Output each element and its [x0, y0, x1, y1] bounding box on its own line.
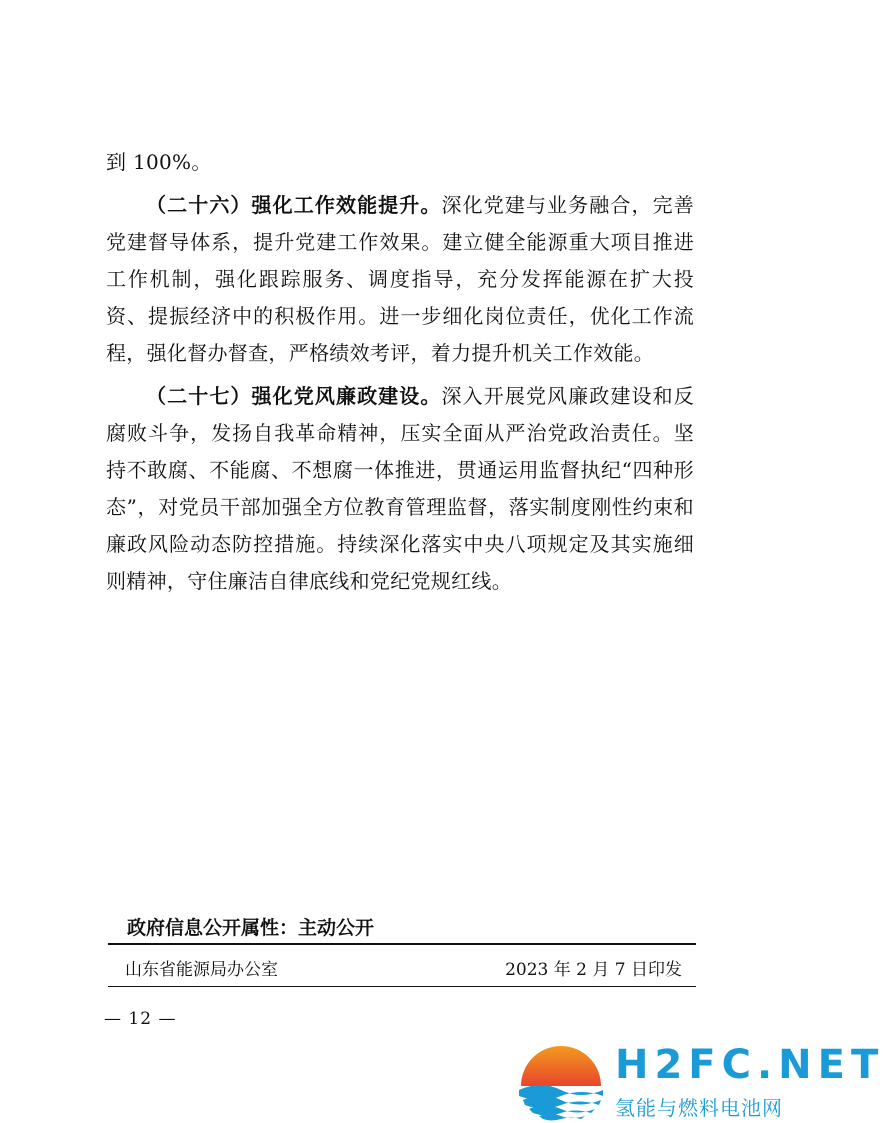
footer-rule-bottom — [108, 986, 696, 987]
section-26-body: 深化党建与业务融合，完善党建督导体系，提升党建工作效果。建立健全能源重大项目推进工作机制，强化跟踪服务、调度指导，充分发挥能源在扩大投资、提振经济中的积极作用。进一步细化岗位责任，优化工作流程，强化督办督查，严格绩效考评，着力提升机关工作效能。 — [106, 193, 694, 365]
issuer-row — [125, 955, 682, 980]
site-watermark — [515, 1040, 884, 1123]
page-number: — 12 — — [104, 1009, 177, 1029]
issuer-name: 山东省能源局办公室 — [125, 960, 278, 980]
section-26-heading: （二十六）强化工作效能提升。 — [146, 193, 442, 217]
watermark-brand: H2FC.NET — [615, 1042, 884, 1088]
continuation-paragraph: 到 100%。 — [106, 150, 212, 174]
issue-date: 2023 年 2 月 7 日印发 — [505, 960, 682, 980]
section-27-body: 深入开展党风廉政建设和反腐败斗争，发扬自我革命精神，压实全面从严治党政治责任。坚持不敢腐、不能腐、不想腐一体推进，贯通运用监督执纪“四种形态”，对党员干部加强全方位教育管理监督，落实制度刚性约束和廉政风险动态防控措施。持续深化落实中央八项规定及其实施细则精神，守住廉洁自律底线和党纪党规红线。 — [106, 384, 694, 593]
h2fc-logo-icon — [515, 1044, 607, 1120]
disclosure-attribute: 政府信息公开属性：主动公开 — [127, 917, 375, 939]
section-27-heading: （二十七）强化党风廉政建设。 — [146, 384, 442, 408]
watermark-subtitle: 氢能与燃料电池网 — [615, 1096, 783, 1120]
section-26-paragraph — [106, 187, 694, 372]
document-body — [106, 144, 694, 606]
footer-rule-top — [108, 943, 696, 945]
section-27-paragraph — [106, 378, 694, 600]
